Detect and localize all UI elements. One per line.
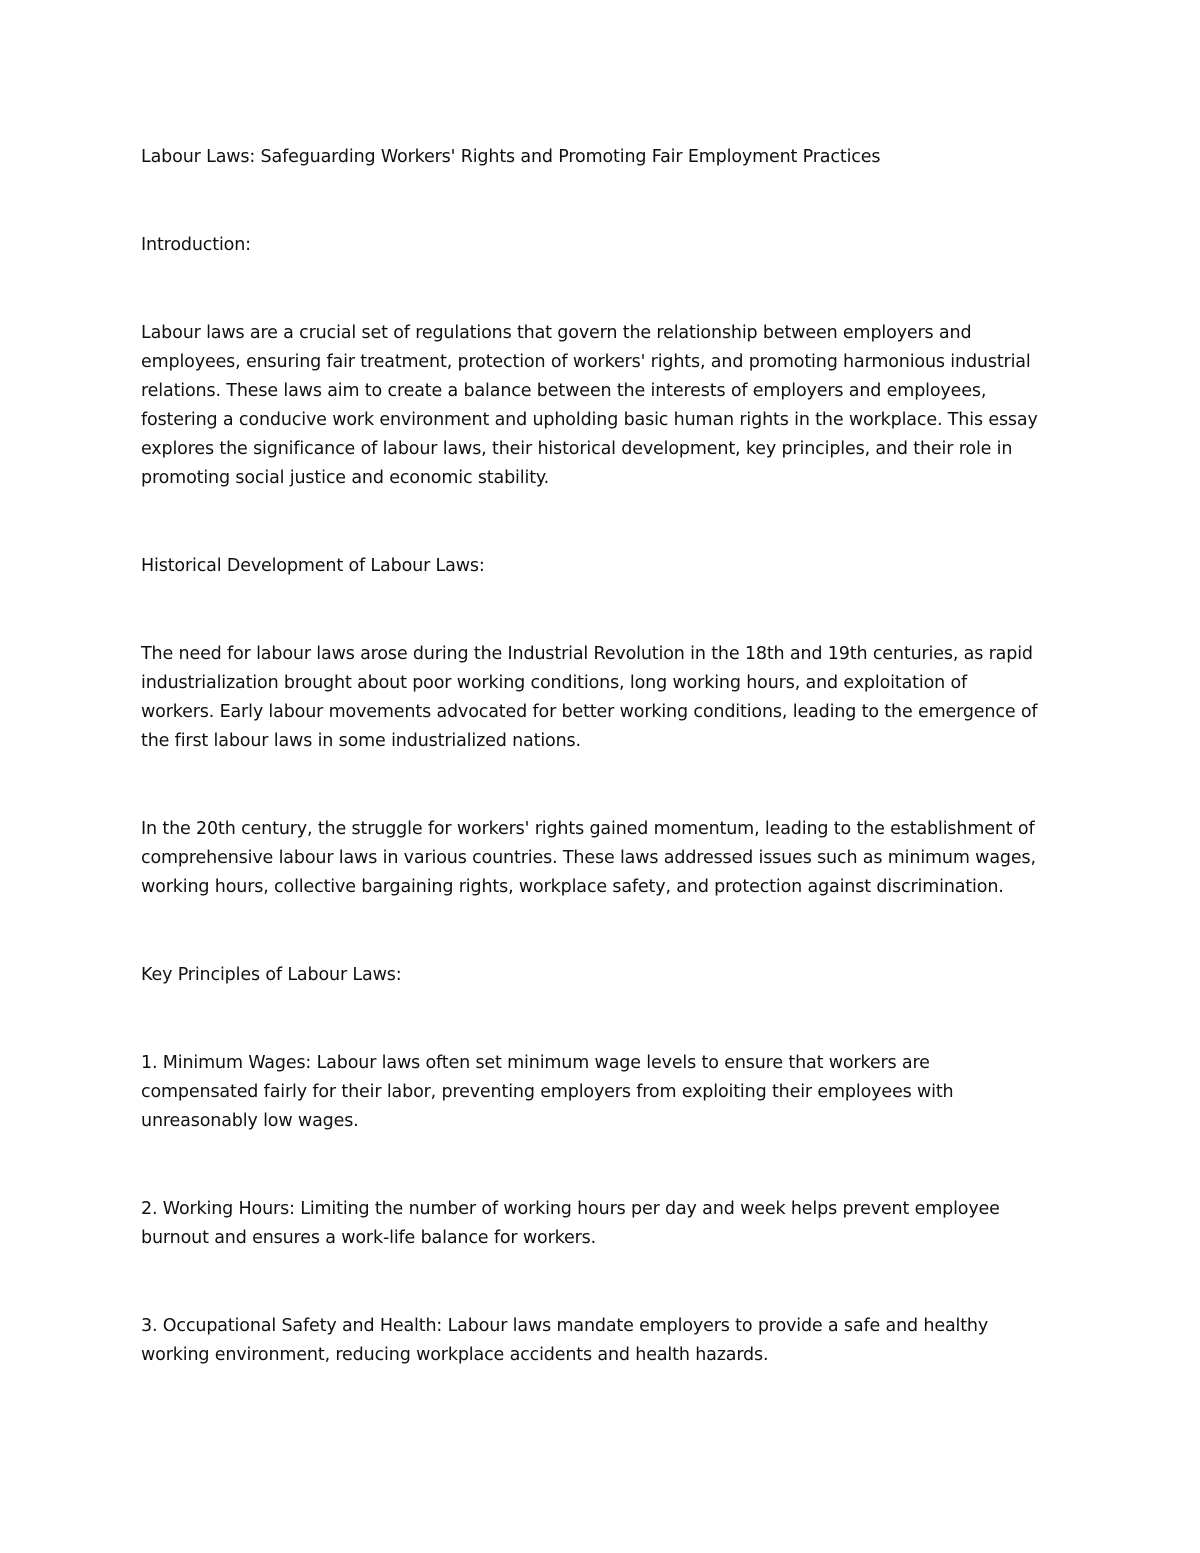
section-heading-introduction: Introduction: <box>141 235 251 255</box>
paragraph-line: 2. Working Hours: Limiting the number of working hours per day and week helps prevent employee <box>141 1199 1000 1219</box>
paragraph-line: comprehensive labour laws in various countries. These laws addressed issues such as minimum wages, <box>141 848 1036 868</box>
section-heading-historical-development: Historical Development of Labour Laws: <box>141 556 485 576</box>
principle-item-working-hours <box>141 1195 1061 1253</box>
paragraph-line: In the 20th century, the struggle for workers' rights gained momentum, leading to the establishment of <box>141 819 1035 839</box>
paragraph-line: workers. Early labour movements advocated for better working conditions, leading to the emergence of <box>141 702 1038 722</box>
paragraph-line: employees, ensuring fair treatment, protection of workers' rights, and promoting harmonious industrial <box>141 352 1031 372</box>
paragraph-line: fostering a conducive work environment and upholding basic human rights in the workplace. This essay <box>141 410 1038 430</box>
section-heading-key-principles: Key Principles of Labour Laws: <box>141 965 402 985</box>
principle-item-minimum-wages <box>141 1049 1061 1136</box>
paragraph-line: explores the significance of labour laws, their historical development, key principles, and their role in <box>141 439 1013 459</box>
paragraph-line: promoting social justice and economic stability. <box>141 468 550 488</box>
paragraph-history-1 <box>141 640 1061 756</box>
paragraph-line: industrialization brought about poor working conditions, long working hours, and exploitation of <box>141 673 968 693</box>
paragraph-line: burnout and ensures a work-life balance for workers. <box>141 1228 597 1248</box>
document-title: Labour Laws: Safeguarding Workers' Rights and Promoting Fair Employment Practices <box>141 147 881 167</box>
paragraph-line: the first labour laws in some industrialized nations. <box>141 731 581 751</box>
paragraph-line: relations. These laws aim to create a balance between the interests of employers and employees, <box>141 381 987 401</box>
paragraph-line: The need for labour laws arose during the Industrial Revolution in the 18th and 19th centuries, as rapid <box>141 644 1033 664</box>
paragraph-line: compensated fairly for their labor, preventing employers from exploiting their employees with <box>141 1082 954 1102</box>
document-body <box>141 143 1061 1370</box>
paragraph-line: unreasonably low wages. <box>141 1111 359 1131</box>
paragraph-history-2 <box>141 815 1061 902</box>
paragraph-introduction <box>141 319 1061 493</box>
paragraph-line: working hours, collective bargaining rights, workplace safety, and protection against discrimination. <box>141 877 1004 897</box>
paragraph-line: 3. Occupational Safety and Health: Labour laws mandate employers to provide a safe and healthy <box>141 1316 989 1336</box>
paragraph-line: working environment, reducing workplace accidents and health hazards. <box>141 1345 769 1365</box>
paragraph-line: 1. Minimum Wages: Labour laws often set minimum wage levels to ensure that workers are <box>141 1053 930 1073</box>
principle-item-occupational-safety <box>141 1312 1061 1370</box>
paragraph-line: Labour laws are a crucial set of regulations that govern the relationship between employers and <box>141 323 972 343</box>
